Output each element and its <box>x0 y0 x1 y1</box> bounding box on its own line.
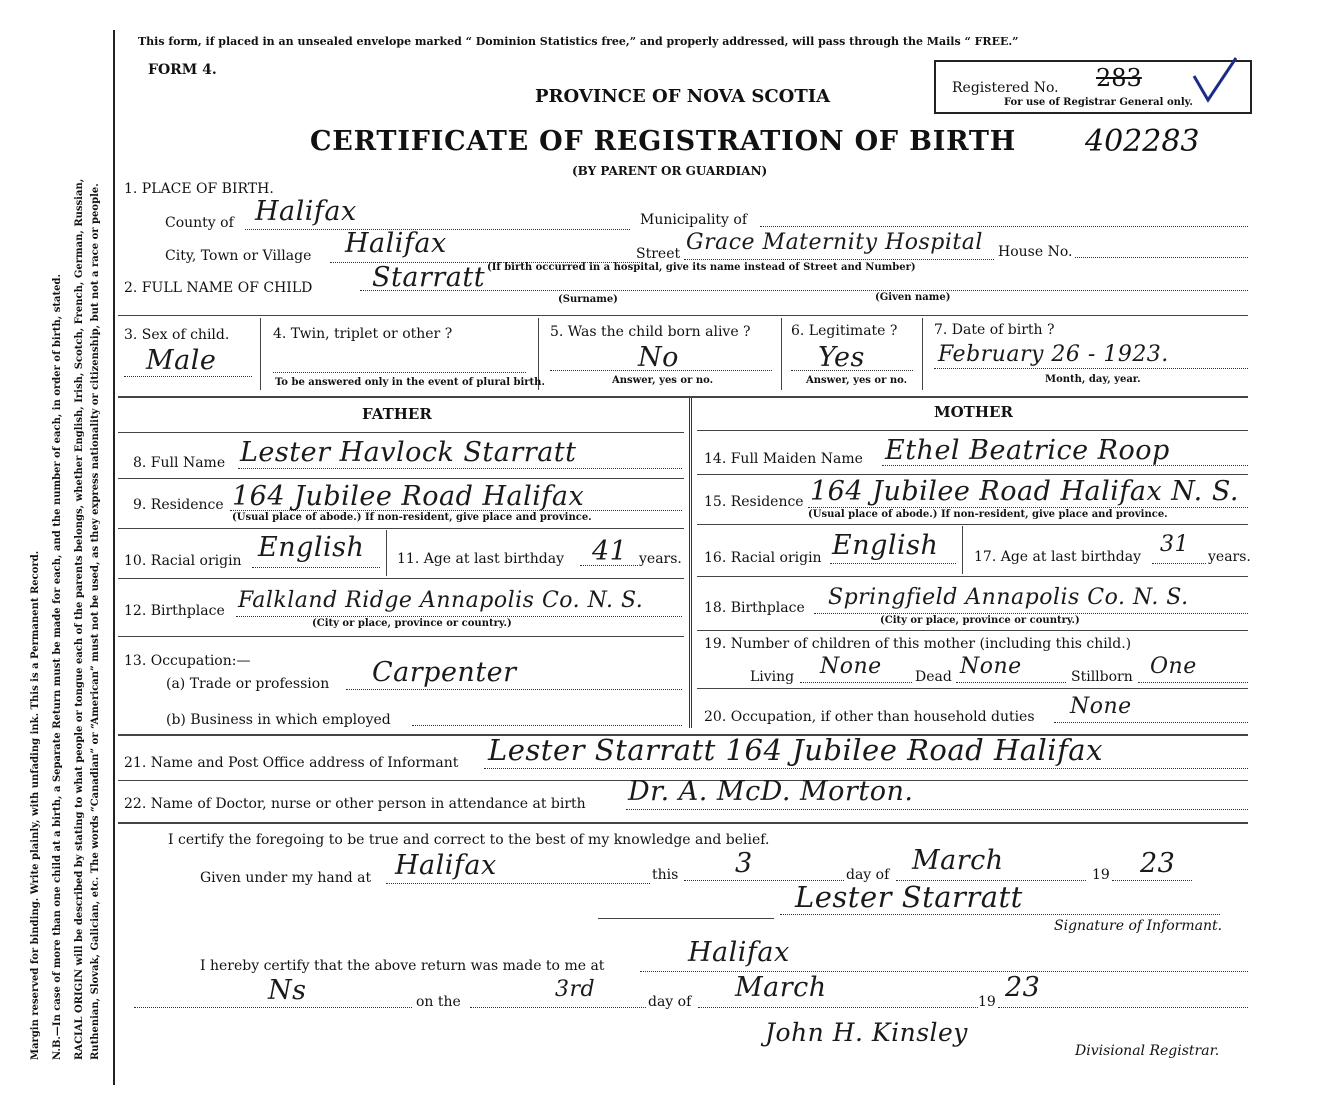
mother-bp-note: (City or place, province or country.) <box>880 615 1080 626</box>
mother-dead-line <box>956 682 1066 683</box>
sex-label: 3. Sex of child. <box>124 327 230 343</box>
given-dayof-label: day of <box>846 867 890 883</box>
mother-bp-line <box>814 613 1248 614</box>
given-month-value[interactable]: March <box>912 845 1004 876</box>
alive-value[interactable]: No <box>638 342 679 373</box>
informant-sig-line <box>780 914 1220 915</box>
father-res-label: 9. Residence <box>133 497 224 513</box>
informant-signature[interactable]: Lester Starratt <box>795 880 1023 914</box>
father-bp-note: (City or place, province or country.) <box>312 618 512 629</box>
mother-name-label: 14. Full Maiden Name <box>704 451 863 467</box>
street-label: Street <box>636 246 681 262</box>
father-res-note: (Usual place of abode.) If non-resident, give place and province. <box>232 512 592 523</box>
mother-stillborn-label: Stillborn <box>1071 669 1133 685</box>
registrar-year-value[interactable]: 23 <box>1005 972 1041 1003</box>
rule-m1 <box>697 430 1248 431</box>
doctor-value[interactable]: Dr. A. McD. Morton. <box>628 776 914 807</box>
father-bp-value[interactable]: Falkland Ridge Annapolis Co. N. S. <box>238 588 644 613</box>
rule-m4 <box>697 576 1248 577</box>
mother-bp-value[interactable]: Springfield Annapolis Co. N. S. <box>828 585 1189 610</box>
certificate-title: CERTIFICATE OF REGISTRATION OF BIRTH <box>310 126 1017 157</box>
given-year-prefix: 19 <box>1092 867 1110 883</box>
rule-f5 <box>118 636 684 637</box>
father-bp-line <box>236 616 682 617</box>
child-name-label: 2. FULL NAME OF CHILD <box>124 280 313 296</box>
given-this-label: this <box>652 867 679 883</box>
county-value[interactable]: Halifax <box>255 196 357 227</box>
rule-row3-top <box>118 315 1248 316</box>
mother-children-label: 19. Number of children of this mother (including this child.) <box>704 636 1132 652</box>
dob-label: 7. Date of birth ? <box>934 322 1055 338</box>
surname-note: (Surname) <box>558 294 618 305</box>
registrar-signature[interactable]: John H. Kinsley <box>765 1018 968 1047</box>
mother-race-line <box>830 563 956 564</box>
father-business-label: (b) Business in which employed <box>166 712 391 728</box>
registrar-on-label: on the <box>416 994 461 1010</box>
house-label: House No. <box>998 244 1073 260</box>
mother-stillborn-value[interactable]: One <box>1150 654 1197 679</box>
father-bp-label: 12. Birthplace <box>124 603 225 619</box>
certificate-number: 402283 <box>1085 124 1200 159</box>
house-line[interactable] <box>1075 257 1248 258</box>
given-day-value[interactable]: 3 <box>735 848 753 879</box>
father-trade-line <box>346 689 682 690</box>
mother-res-line <box>808 507 1248 508</box>
alive-label: 5. Was the child born alive ? <box>550 324 751 340</box>
registrar-dayof-label: day of <box>648 994 692 1010</box>
child-name-line <box>360 290 1248 291</box>
given-place-value[interactable]: Halifax <box>395 850 497 881</box>
city-value[interactable]: Halifax <box>345 228 447 259</box>
mother-years: years. <box>1208 549 1251 565</box>
rule-f-race-age <box>386 530 387 576</box>
informant-line <box>484 768 1248 769</box>
mother-dead-value[interactable]: None <box>960 654 1022 679</box>
father-heading: FATHER <box>362 405 432 423</box>
sex-value[interactable]: Male <box>146 345 217 376</box>
municipality-line[interactable] <box>760 226 1248 227</box>
dob-note: Month, day, year. <box>1045 374 1141 385</box>
twin-line[interactable] <box>273 372 526 373</box>
registered-label: Registered No. <box>952 80 1059 96</box>
rule-parents-top <box>118 396 1248 398</box>
rule-certify-top <box>118 822 1248 824</box>
dob-line <box>934 368 1248 369</box>
legit-label: 6. Legitimate ? <box>791 323 898 339</box>
mother-res-note: (Usual place of abode.) If non-resident, give place and province. <box>808 509 1168 520</box>
margin-rule <box>113 30 115 1085</box>
mother-name-value[interactable]: Ethel Beatrice Roop <box>885 435 1170 466</box>
registrar-title: Divisional Registrar. <box>1075 1043 1220 1059</box>
rule-m6 <box>697 688 1248 689</box>
registrar-month-line <box>698 1007 978 1008</box>
mother-age-line <box>1152 563 1206 564</box>
father-occ-label: 13. Occupation:— <box>124 653 251 669</box>
registrar-statement: I hereby certify that the above return was made to me at <box>200 958 605 974</box>
hospital-note: (If birth occurred in a hospital, give its name instead of Street and Number) <box>487 262 916 273</box>
rule-v1 <box>260 318 261 390</box>
margin-note-binding: Margin reserved for binding. Write plainly, with unfading ink. This is a Permanent Record. <box>30 550 41 1060</box>
place-heading: 1. PLACE OF BIRTH. <box>124 181 274 197</box>
rule-sig-left <box>598 918 774 919</box>
rule-m3 <box>697 524 1248 525</box>
father-name-line <box>238 468 682 469</box>
rule-f4 <box>118 578 684 579</box>
street-line <box>684 259 994 260</box>
registered-number: 283 <box>1096 64 1142 92</box>
registrar-year-line <box>998 1007 1248 1008</box>
margin-note-racial-origin-cont: Ruthenian, Slovak, Galician, etc. The words “Canadian” or “American” must not be used, as they express nationality or citizenship, but not a race or people. <box>90 183 101 1060</box>
margin-note-plural-birth: N.B.—In case of more than one child at a birth, a Separate Return must be made for each, and the number of each, in order of birth, stated. <box>52 274 63 1060</box>
mother-stillborn-line <box>1138 682 1248 683</box>
mother-occ-line <box>1054 722 1248 723</box>
registrar-day-line <box>470 1007 646 1008</box>
legit-note: Answer, yes or no. <box>806 375 908 386</box>
registrar-month-value[interactable]: March <box>735 972 827 1003</box>
given-label: Given under my hand at <box>200 870 372 886</box>
registrar-place-value[interactable]: Halifax <box>688 937 790 968</box>
mother-race-value[interactable]: English <box>832 530 939 561</box>
father-business-line[interactable] <box>412 725 682 726</box>
father-age-label: 11. Age at last birthday <box>397 551 565 567</box>
mother-res-value[interactable]: 164 Jubilee Road Halifax N. S. <box>810 476 1239 507</box>
registered-note: For use of Registrar General only. <box>1004 97 1193 108</box>
registrar-year-prefix: 19 <box>978 994 996 1010</box>
rule-v4 <box>922 318 923 390</box>
certify-statement: I certify the foregoing to be true and correct to the best of my knowledge and belief. <box>168 832 770 848</box>
registrar-place-line <box>640 971 1248 972</box>
top-notice: This form, if placed in an unsealed envelope marked “ Dominion Statistics free,” and properly addressed, will pass through the Mails “ FREE.” <box>138 35 1019 48</box>
municipality-label: Municipality of <box>640 212 748 228</box>
informant-sig-label: Signature of Informant. <box>1054 918 1223 934</box>
alive-note: Answer, yes or no. <box>612 375 714 386</box>
legit-value[interactable]: Yes <box>818 342 865 373</box>
rule-m2 <box>697 474 1248 475</box>
sex-line <box>124 376 252 377</box>
mother-living-value[interactable]: None <box>820 654 882 679</box>
registrar-vs-mark[interactable]: Ns <box>268 975 307 1006</box>
rule-m5 <box>697 630 1248 631</box>
father-race-label: 10. Racial origin <box>124 553 242 569</box>
mother-dead-label: Dead <box>915 669 952 685</box>
checkmark-icon <box>1190 54 1240 106</box>
form-number: FORM 4. <box>148 62 217 78</box>
informant-label: 21. Name and Post Office address of Informant <box>124 755 459 771</box>
father-name-value[interactable]: Lester Havlock Starratt <box>240 437 577 468</box>
doctor-label: 22. Name of Doctor, nurse or other person in attendance at birth <box>124 796 586 812</box>
mother-living-label: Living <box>750 669 795 685</box>
registrar-day-value[interactable]: 3rd <box>555 977 596 1002</box>
city-label: City, Town or Village <box>165 248 312 264</box>
street-value[interactable]: Grace Maternity Hospital <box>686 230 983 255</box>
informant-value[interactable]: Lester Starratt 164 Jubilee Road Halifax <box>488 733 1103 767</box>
registered-box <box>934 60 1252 114</box>
given-note: (Given name) <box>875 292 951 303</box>
mother-heading: MOTHER <box>934 403 1013 421</box>
rule-f1 <box>118 432 684 433</box>
child-name-value[interactable]: Starratt <box>372 262 486 293</box>
mother-age-value[interactable]: 31 <box>1160 532 1189 557</box>
mother-occ-value[interactable]: None <box>1070 694 1132 719</box>
twin-label: 4. Twin, triplet or other ? <box>273 326 453 342</box>
doctor-line <box>626 809 1248 810</box>
father-name-label: 8. Full Name <box>133 455 226 471</box>
mother-bp-label: 18. Birthplace <box>704 600 805 616</box>
county-label: County of <box>165 215 234 231</box>
registrar-vs-line <box>134 1007 412 1008</box>
mother-age-label: 17. Age at last birthday <box>974 549 1142 565</box>
rule-f2 <box>118 478 684 479</box>
given-year-value[interactable]: 23 <box>1140 848 1176 879</box>
father-trade-value[interactable]: Carpenter <box>372 657 517 688</box>
father-years: years. <box>639 551 682 567</box>
mother-race-label: 16. Racial origin <box>704 550 822 566</box>
dob-value[interactable]: February 26 - 1923. <box>938 342 1169 367</box>
mother-res-label: 15. Residence <box>704 494 804 510</box>
given-place-line <box>386 883 650 884</box>
province-heading: PROVINCE OF NOVA SCOTIA <box>535 86 831 107</box>
father-age-value[interactable]: 41 <box>592 536 628 567</box>
father-race-value[interactable]: English <box>258 532 365 563</box>
father-res-value[interactable]: 164 Jubilee Road Halifax <box>232 481 585 512</box>
mother-occ-label: 20. Occupation, if other than household duties <box>704 709 1035 725</box>
rule-f3 <box>118 528 684 529</box>
margin-note-racial-origin: RACIAL ORIGIN will be described by stating to what people or tongue each of the parents belongs, whether English, Irish, Scotch, French, German, Russian, <box>74 178 85 1060</box>
rule-parents-divider <box>689 398 692 728</box>
rule-m-race-age <box>962 526 963 574</box>
mother-living-line <box>800 682 912 683</box>
father-race-line <box>252 567 380 568</box>
rule-v3 <box>781 318 782 390</box>
father-trade-label: (a) Trade or profession <box>166 676 330 692</box>
twin-note: To be answered only in the event of plural birth. <box>275 377 545 388</box>
given-year-line <box>1112 880 1192 881</box>
certificate-subtitle: (BY PARENT OR GUARDIAN) <box>572 164 768 178</box>
